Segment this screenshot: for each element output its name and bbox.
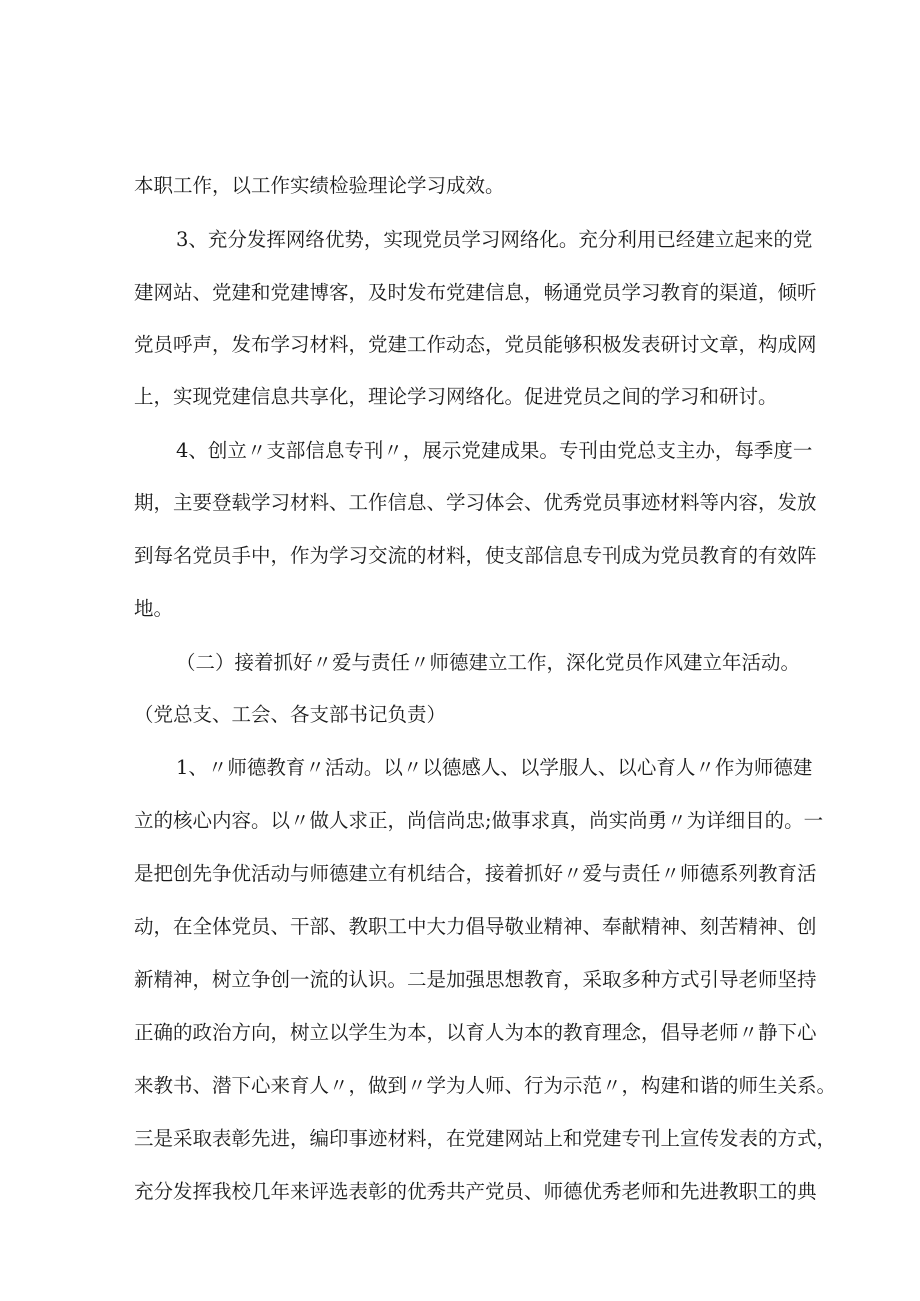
text-line: 上，实现党建信息共享化，理论学习网络化。促进党员之间的学习和研讨。 bbox=[134, 385, 778, 408]
text-line: 到每名党员手中，作为学习交流的材料，使支部信息专刊成为党员教育的有效阵 bbox=[134, 544, 817, 567]
paragraph-4-line: 4、创立〃支部信息专刊〃，展示党建成果。专刊由党总支主办，每季度一 bbox=[176, 439, 813, 462]
text-line: 地。 bbox=[134, 597, 174, 620]
text-line: 党员呼声，发布学习材料，党建工作动态，党员能够积极发表研讨文章，构成网 bbox=[134, 333, 817, 356]
section-heading: （二）接着抓好〃爱与责任〃师德建立工作，深化党员作风建立年活动。 bbox=[176, 651, 801, 674]
text-line: 是把创先争优活动与师德建立有机结合，接着抓好〃爱与责任〃师德系列教育活 bbox=[134, 862, 817, 885]
text-line: 期，主要登载学习材料、工作信息、学习体会、优秀党员事迹材料等内容，发放 bbox=[134, 491, 817, 514]
text-line: 正确的政治方向，树立以学生为本，以育人为本的教育理念，倡导老师〃静下心 bbox=[134, 1021, 817, 1044]
section-responsible: （党总支、工会、各支部书记负责） bbox=[134, 703, 447, 726]
text-line: 充分发挥我校几年来评选表彰的优秀共产党员、师德优秀老师和先进教职工的典 bbox=[134, 1180, 817, 1203]
text-line: 新精神，树立争创一流的认识。二是加强思想教育，采取多种方式引导老师坚持 bbox=[134, 968, 817, 991]
text-line: 建网站、党建和党建博客，及时发布党建信息，畅通党员学习教育的渠道，倾听 bbox=[134, 281, 817, 304]
text-line: 本职工作，以工作实绩检验理论学习成效。 bbox=[134, 174, 505, 197]
paragraph-3-line: 3、充分发挥网络优势，实现党员学习网络化。充分利用已经建立起来的党 bbox=[176, 228, 813, 251]
text-line: 三是采取表彰先进，编印事迹材料，在党建网站上和党建专刊上宣传发表的方式， bbox=[134, 1127, 837, 1150]
text-line: 来教书、潜下心来育人〃，做到〃学为人师、行为示范〃，构建和谐的师生关系。 bbox=[134, 1074, 837, 1097]
text-line: 立的核心内容。以〃做人求正，尚信尚忠;做事求真，尚实尚勇〃为详细目的。一 bbox=[134, 809, 824, 832]
paragraph-1-line: 1、〃师德教育〃活动。以〃以德感人、以学服人、以心育人〃作为师德建 bbox=[176, 756, 813, 779]
text-line: 动，在全体党员、干部、教职工中大力倡导敬业精神、奉献精神、刻苦精神、创 bbox=[134, 915, 817, 938]
